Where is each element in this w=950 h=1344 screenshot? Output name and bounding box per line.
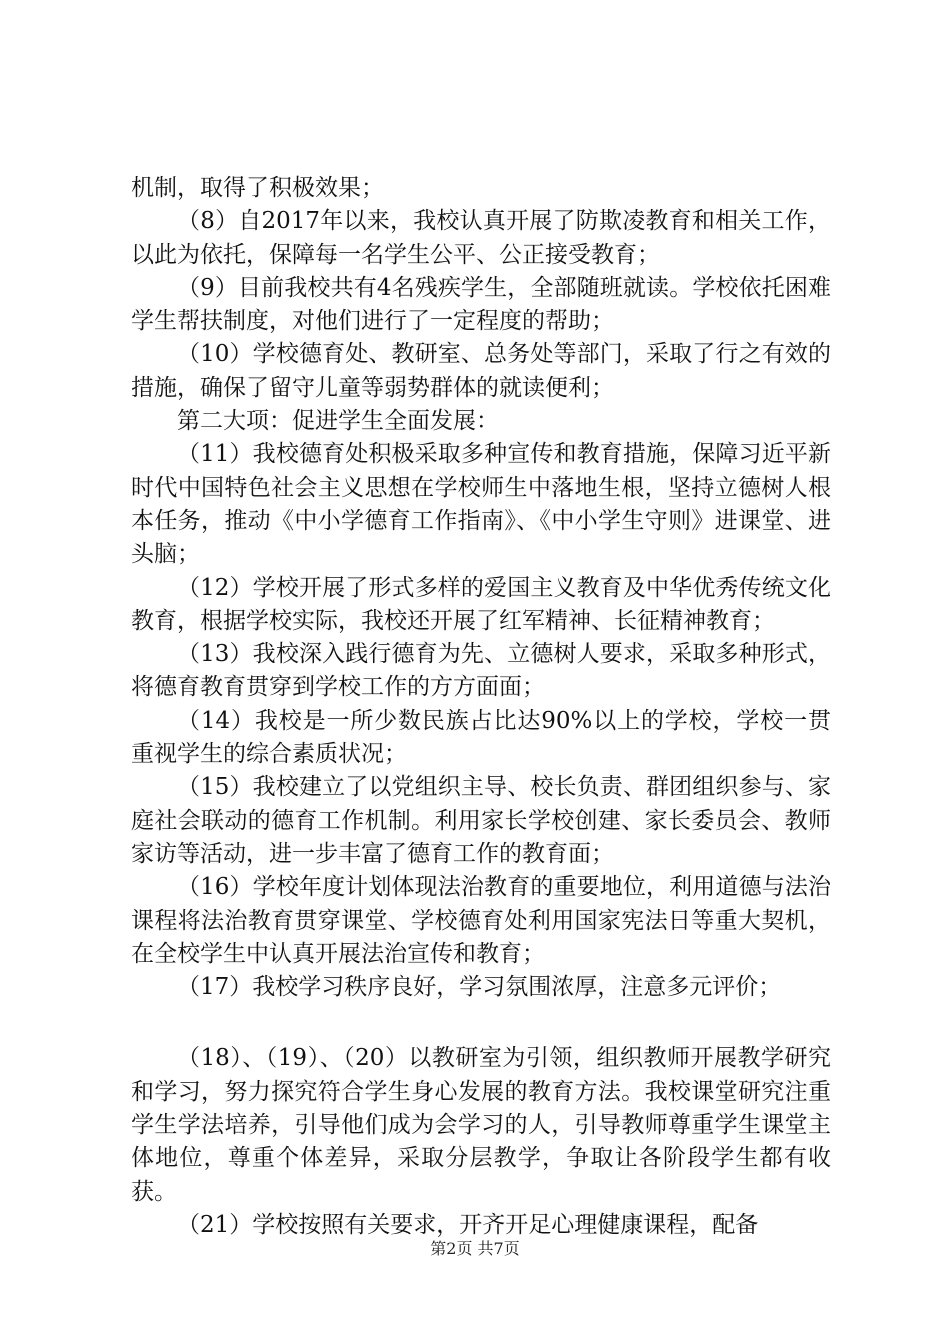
paragraph: （9）目前我校共有4名残疾学生，全部随班就读。学校依托困难学生帮扶制度，对他们进行了一定程度的帮助； [131,274,831,335]
paragraph: （12）学校开展了形式多样的爱国主义教育及中华优秀传统文化教育，根据学校实际，我校还开展了红军精神、长征精神教育； [131,574,831,634]
paragraph: （15）我校建立了以党组织主导、校长负责、群团组织参与、家庭社会联动的德育工作机制。利用家长学校创建、家长委员会、教师家访等活动，进一步丰富了德育工作的教育面； [131,774,831,867]
page-number-footer: 第2页 共7页 [430,1239,520,1258]
section-heading: 第二大项：促进学生全面发展： [177,408,499,435]
paragraph: （21）学校按照有关要求，开齐开足心理健康课程，配备 [177,1211,759,1238]
paragraph: （10）学校德育处、教研室、总务处等部门，采取了行之有效的措施，确保了留守儿童等弱势群体的就读便利； [131,341,831,401]
paragraph: （18）、（19）、（20）以教研室为引领，组织教师开展教学研究和学习，努力探究符合学生身心发展的教育方法。我校课堂研究注重学生学法培养，引导他们成为会学习的人，引导教师尊重学生课堂主体地位，尊重个体差异，采取分层教学，争取让各阶段学生都有收获。 [131,1045,831,1205]
paragraph: （13）我校深入践行德育为先、立德树人要求，采取多种形式，将德育教育贯穿到学校工作的方方面面； [131,641,831,701]
paragraph: （16）学校年度计划体现法治教育的重要地位，利用道德与法治课程将法治教育贯穿课堂、学校德育处利用国家宪法日等重大契机，在全校学生中认真开展法治宣传和教育； [131,874,831,967]
paragraph: （17）我校学习秩序良好，学习氛围浓厚，注意多元评价； [177,974,782,1001]
paragraph: 机制，取得了积极效果； [131,175,384,201]
paragraph: （11）我校德育处积极采取多种宣传和教育措施，保障习近平新时代中国特色社会主义思想在学校师生中落地生根，坚持立德树人根本任务，推动《中小学德育工作指南》、《中小学生守则》进课堂、进头脑； [131,441,831,568]
document-body [131,172,831,1242]
paragraph: （14）我校是一所少数民族占比达90%以上的学校，学校一贯重视学生的综合素质状况； [131,707,831,768]
paragraph: （8）自2017年以来，我校认真开展了防欺凌教育和相关工作，以此为依托，保障每一名学生公平、公正接受教育； [131,208,831,268]
